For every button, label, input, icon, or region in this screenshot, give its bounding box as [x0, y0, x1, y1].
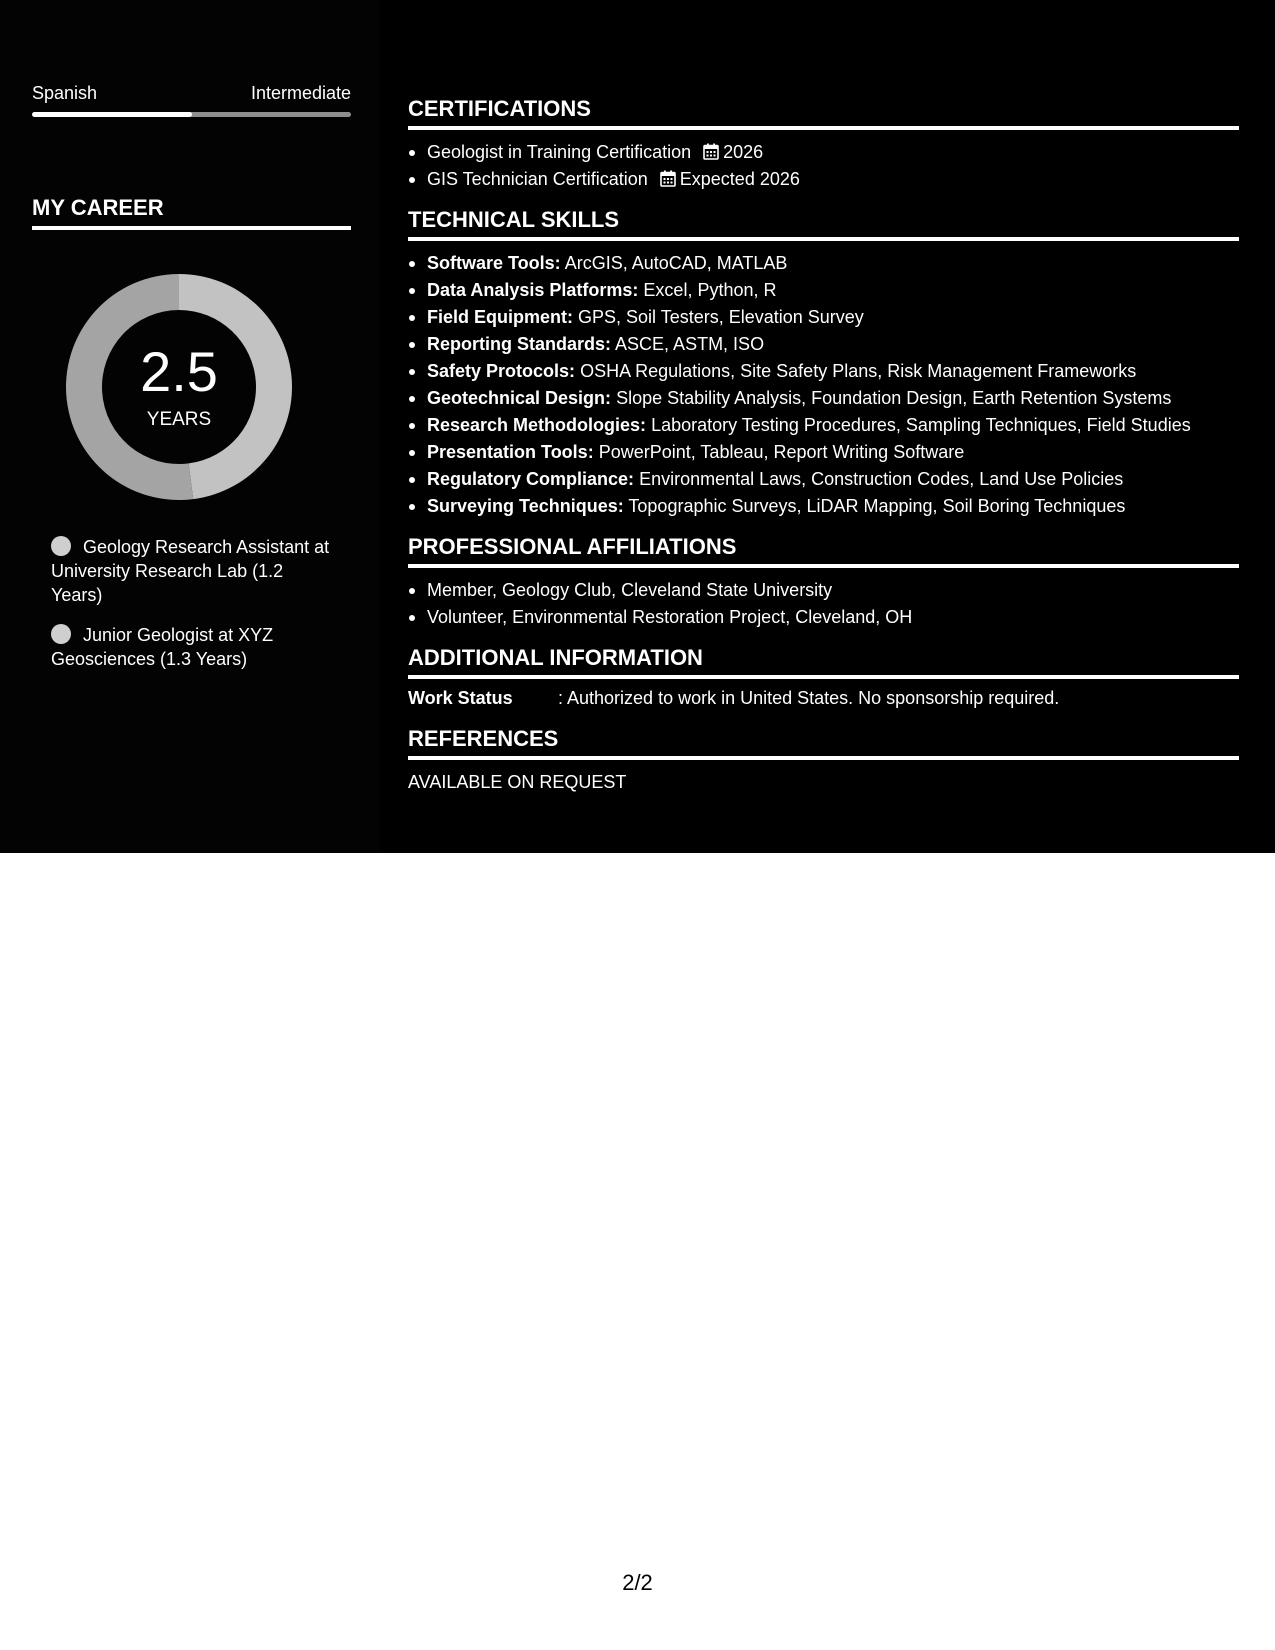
main-content: [380, 0, 1275, 853]
certification-item: [408, 139, 1239, 166]
skill-label: Presentation Tools:: [427, 442, 594, 462]
sidebar: [0, 0, 380, 853]
skill-item: [408, 358, 1239, 385]
career-item-text: Junior Geologist at XYZ Geosciences (1.3 Years): [51, 625, 274, 669]
skill-item: [408, 277, 1239, 304]
certifications-section: [408, 96, 1239, 193]
skill-item: [408, 385, 1239, 412]
certifications-heading: CERTIFICATIONS: [408, 96, 1239, 130]
skill-value: Excel, Python, R: [643, 280, 777, 300]
skill-label: Reporting Standards:: [427, 334, 612, 354]
skill-label: Data Analysis Platforms:: [427, 280, 639, 300]
technical-skills-heading: TECHNICAL SKILLS: [408, 207, 1239, 241]
calendar-icon: [660, 170, 676, 187]
affiliation-item: Member, Geology Club, Cleveland State University: [408, 577, 1239, 604]
career-dot: [51, 624, 71, 644]
work-status-label: Work Status: [408, 688, 513, 708]
references-section: [408, 726, 1239, 794]
skill-item: [408, 493, 1239, 520]
affiliations-heading: PROFESSIONAL AFFILIATIONS: [408, 534, 1239, 568]
affiliation-item: Volunteer, Environmental Restoration Project, Cleveland, OH: [408, 604, 1239, 631]
language-row: [32, 82, 351, 104]
career-total-unit: YEARS: [146, 409, 212, 430]
career-dot: [51, 536, 71, 556]
technical-skills-list: [408, 250, 1239, 520]
certification-name: Geologist in Training Certification: [427, 142, 692, 162]
skill-value: Environmental Laws, Construction Codes, Land Use Policies: [639, 469, 1124, 489]
skill-value: Slope Stability Analysis, Foundation Design, Earth Retention Systems: [616, 388, 1172, 408]
skill-value: OSHA Regulations, Site Safety Plans, Risk Management Frameworks: [580, 361, 1137, 381]
career-item: [51, 535, 331, 607]
certification-name: GIS Technician Certification: [427, 169, 648, 189]
skill-label: Safety Protocols:: [427, 361, 576, 381]
career-total-value: 2.5: [140, 340, 218, 403]
skill-item: [408, 250, 1239, 277]
skill-item: [408, 439, 1239, 466]
skill-value: PowerPoint, Tableau, Report Writing Software: [598, 442, 965, 462]
skill-label: Research Methodologies:: [427, 415, 647, 435]
skill-label: Geotechnical Design:: [427, 388, 612, 408]
language-name: Spanish: [32, 83, 98, 103]
calendar-icon: [703, 143, 719, 160]
skill-value: GPS, Soil Testers, Elevation Survey: [578, 307, 864, 327]
certification-item: [408, 166, 1239, 193]
career-list: [51, 535, 331, 687]
skill-label: Regulatory Compliance:: [427, 469, 635, 489]
language-skill: [32, 82, 351, 117]
skill-item: [408, 412, 1239, 439]
language-level: Intermediate: [250, 83, 351, 103]
page-number: 2/2: [622, 1570, 653, 1595]
skill-label: Field Equipment:: [427, 307, 573, 327]
additional-info-heading: ADDITIONAL INFORMATION: [408, 645, 1239, 679]
skill-value: ArcGIS, AutoCAD, MATLAB: [564, 253, 788, 273]
skill-value: Topographic Surveys, LiDAR Mapping, Soil Boring Techniques: [628, 496, 1126, 516]
work-status-row: [408, 686, 1239, 710]
skill-item: [408, 304, 1239, 331]
skill-label: Software Tools:: [427, 253, 561, 273]
affiliations-list: [408, 577, 1239, 631]
skill-value: ASCE, ASTM, ISO: [615, 334, 765, 354]
skill-label: Surveying Techniques:: [427, 496, 624, 516]
certification-date: Expected 2026: [679, 169, 800, 189]
additional-info-section: [408, 645, 1239, 710]
language-proficiency-fill: [32, 112, 192, 117]
career-item-text: Geology Research Assistant at University Research Lab (1.2 Years): [51, 537, 330, 605]
references-text: AVAILABLE ON REQUEST: [408, 772, 627, 792]
affiliations-section: [408, 534, 1239, 631]
career-item: [51, 623, 331, 671]
skill-value: Laboratory Testing Procedures, Sampling Techniques, Field Studies: [651, 415, 1191, 435]
language-proficiency-bar: [32, 112, 351, 117]
certification-date: 2026: [723, 142, 764, 162]
certifications-list: [408, 139, 1239, 193]
skill-item: [408, 331, 1239, 358]
work-status-value: : Authorized to work in United States. No sponsorship required.: [558, 688, 1060, 708]
skill-item: [408, 466, 1239, 493]
references-heading: REFERENCES: [408, 726, 1239, 760]
technical-skills-section: [408, 207, 1239, 520]
career-heading: MY CAREER: [32, 195, 351, 230]
